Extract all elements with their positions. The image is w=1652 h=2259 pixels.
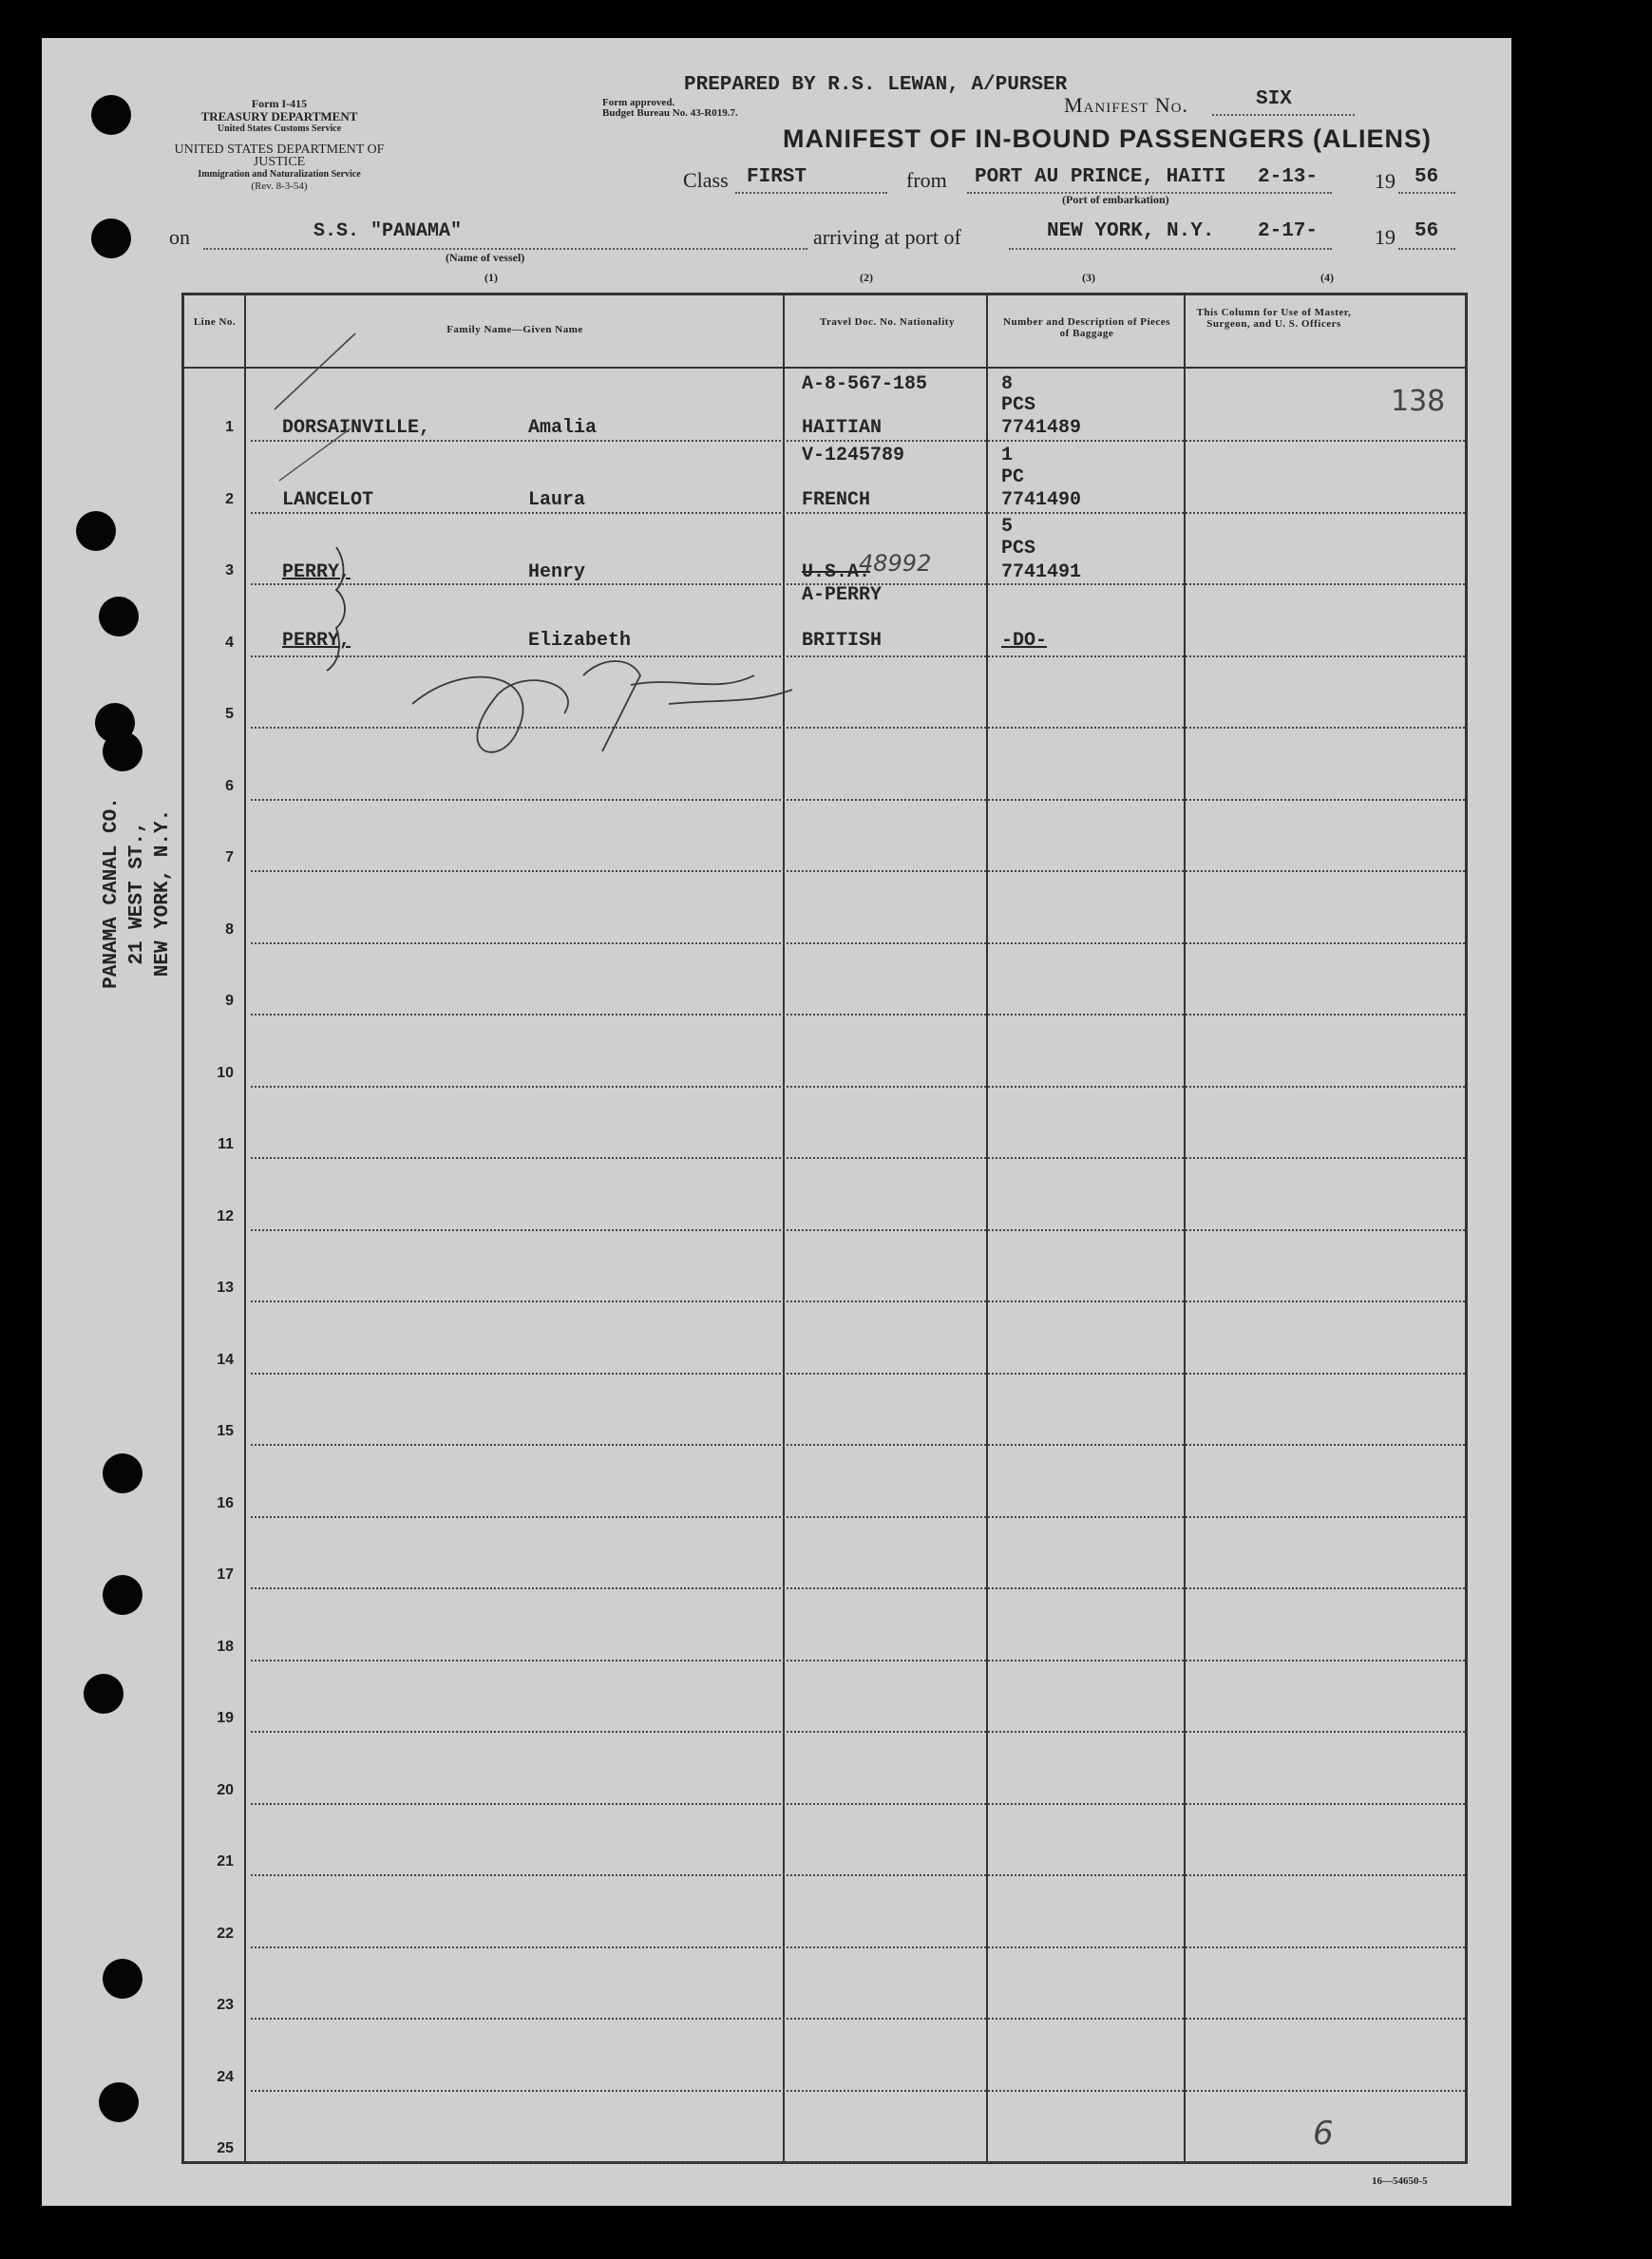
doc-number: V-1245789 <box>802 445 905 466</box>
officer-number: 138 <box>1391 385 1446 418</box>
punch-hole <box>99 597 139 636</box>
table-row <box>251 1014 1465 1016</box>
bag-type: PCS <box>1001 394 1036 416</box>
given-name: Henry <box>528 561 586 583</box>
footer-code: 16—54650-5 <box>1372 2175 1428 2187</box>
bag-count: 8 <box>1001 373 1014 395</box>
table-row <box>251 1660 1465 1661</box>
table-row <box>251 2018 1465 2020</box>
header-travel-doc: Travel Doc. No. Nationality <box>820 316 955 328</box>
embarkation-date: 2-13- <box>1258 166 1319 188</box>
embarkation-port: PORT AU PRINCE, HAITI <box>975 166 1226 188</box>
row-number: 1 <box>225 419 234 435</box>
handwritten-bottom-note: 6 <box>1313 2115 1334 2153</box>
stamp-street: 21 WEST ST., <box>126 821 148 965</box>
year-prefix: 19 <box>1375 169 1396 193</box>
stamp-city: NEW YORK, N.Y. <box>152 808 174 978</box>
punch-hole <box>99 2082 139 2122</box>
bag-number: 7741491 <box>1001 561 1082 583</box>
bag-count: 5 <box>1001 516 1014 538</box>
punch-hole <box>103 1959 142 1999</box>
table-row <box>251 1516 1465 1518</box>
given-name: Elizabeth <box>528 630 632 652</box>
form-number: Form I-415 <box>251 97 308 110</box>
manifest-no: SIX <box>1256 88 1292 110</box>
table-row <box>251 1300 1465 1302</box>
row-number: 16 <box>217 1494 234 1511</box>
manifest-no-label: Manifest No. <box>1064 93 1188 117</box>
row-number: 22 <box>217 1925 234 1942</box>
family-name: PERRY, <box>282 630 351 652</box>
embarkation-year: 56 <box>1415 166 1439 188</box>
arriving-label: arriving at port of <box>813 225 961 249</box>
punch-hole <box>91 95 131 135</box>
row-number: 14 <box>217 1351 234 1368</box>
justice-dept: UNITED STATES DEPARTMENT OF JUSTICE <box>174 142 385 169</box>
table-row <box>251 1587 1465 1589</box>
row-number: 9 <box>225 993 234 1009</box>
budget-bureau: Budget Bureau No. 43-R019.7. <box>602 107 738 119</box>
punch-hole <box>91 218 131 258</box>
punch-hole <box>103 1575 142 1615</box>
row-number: 7 <box>225 849 234 865</box>
vessel-caption: (Name of vessel) <box>446 251 525 264</box>
bag-number: 7741489 <box>1001 417 1082 439</box>
header-baggage: Number and Description of Pieces of Baggage <box>1003 316 1170 339</box>
row-number: 20 <box>217 1781 234 1798</box>
class-value: FIRST <box>747 166 807 188</box>
row-number: 3 <box>225 562 234 579</box>
punch-hole <box>103 731 142 771</box>
family-name: PERRY, <box>282 561 351 583</box>
revision: (Rev. 8-3-54) <box>251 180 308 192</box>
table-row <box>251 2090 1465 2092</box>
nationality: BRITISH <box>802 630 883 652</box>
bag-count: 1 <box>1001 445 1014 466</box>
table-row <box>251 1803 1465 1805</box>
bag-number: -DO- <box>1001 630 1048 652</box>
table-row <box>251 1157 1465 1159</box>
row-number: 24 <box>217 2068 234 2085</box>
port-caption: (Port of embarkation) <box>1062 193 1169 206</box>
approval-line: Form approved. <box>602 97 675 108</box>
header-name: Family Name—Given Name <box>446 324 583 335</box>
table-row <box>251 1229 1465 1231</box>
punch-hole <box>84 1674 123 1714</box>
row-number: 23 <box>217 1997 234 2013</box>
col-number-1: (1) <box>484 271 498 284</box>
side-stamp <box>99 769 176 1016</box>
class-label: Class <box>683 168 729 192</box>
row-number: 19 <box>217 1710 234 1726</box>
row-number: 12 <box>217 1207 234 1224</box>
treasury-dept: TREASURY DEPARTMENT <box>200 109 358 123</box>
table-row <box>251 799 1465 801</box>
from-label: from <box>906 168 947 192</box>
arrival-date: 2-17- <box>1258 220 1319 242</box>
given-name: Laura <box>528 489 586 511</box>
row-number: 5 <box>225 706 234 722</box>
given-name: Amalia <box>528 417 598 439</box>
table-row <box>251 1444 1465 1446</box>
bag-type: PCS <box>1001 538 1036 560</box>
row-number: 11 <box>218 1136 234 1152</box>
form-block <box>161 98 398 135</box>
row-number: 6 <box>225 777 234 794</box>
doc-number: A-8-567-185 <box>802 373 928 395</box>
col-number-4: (4) <box>1320 271 1334 284</box>
justice-block <box>161 143 398 193</box>
header-line-no: Line No. <box>193 316 237 328</box>
punch-hole <box>103 1453 142 1493</box>
approval-block <box>602 98 738 119</box>
row-number: 8 <box>225 921 234 938</box>
row-number: 18 <box>217 1638 234 1655</box>
bag-type: PC <box>1001 466 1025 488</box>
passenger-table <box>181 293 1468 2164</box>
header-officers: This Column for Use of Master, Surgeon, and U. S. Officers <box>1196 307 1352 330</box>
row-number: 10 <box>217 1064 234 1081</box>
row-number: 13 <box>217 1280 234 1296</box>
manifest-sheet <box>42 38 1511 2206</box>
handwritten-doc-note: 48992 <box>859 550 932 577</box>
row-number: 15 <box>217 1423 234 1439</box>
row-number: 17 <box>217 1566 234 1583</box>
checkmarks-and-signature <box>184 295 944 770</box>
table-row <box>251 1373 1465 1375</box>
customs-service: United States Customs Service <box>217 123 342 134</box>
row-number: 21 <box>217 1853 234 1870</box>
table-row <box>251 1086 1465 1088</box>
stamp-company: PANAMA CANAL CO. <box>101 797 123 989</box>
table-row <box>251 2161 1465 2163</box>
table-row <box>251 942 1465 944</box>
on-label: on <box>169 225 190 249</box>
nationality: HAITIAN <box>802 417 883 439</box>
punch-hole <box>76 511 116 551</box>
family-name: DORSAINVILLE, <box>282 417 431 439</box>
manifest-title: MANIFEST OF IN-BOUND PASSENGERS (ALIENS) <box>783 124 1433 153</box>
arrival-year: 56 <box>1415 220 1439 242</box>
nationality: FRENCH <box>802 489 871 511</box>
row-number: 25 <box>217 2140 234 2156</box>
table-row <box>251 1946 1465 1948</box>
col-number-2: (2) <box>860 271 873 284</box>
ins-service: Immigration and Naturalization Service <box>198 169 361 180</box>
vessel-name: S.S. "PANAMA" <box>313 220 463 242</box>
row-number: 2 <box>225 490 234 507</box>
table-row <box>251 1874 1465 1876</box>
table-row <box>251 1731 1465 1733</box>
doc-number: U.S.A. <box>802 561 871 583</box>
doc-number: A-PERRY <box>802 584 883 606</box>
bag-number: 7741490 <box>1001 489 1082 511</box>
table-row <box>251 870 1465 872</box>
col-number-3: (3) <box>1082 271 1095 284</box>
family-name: LANCELOT <box>282 489 374 511</box>
arrival-port: NEW YORK, N.Y. <box>1047 220 1215 242</box>
row-number: 4 <box>225 634 234 651</box>
prepared-by: PREPARED BY R.S. LEWAN, A/PURSER <box>684 74 1068 96</box>
arrival-year-prefix: 19 <box>1375 225 1396 249</box>
